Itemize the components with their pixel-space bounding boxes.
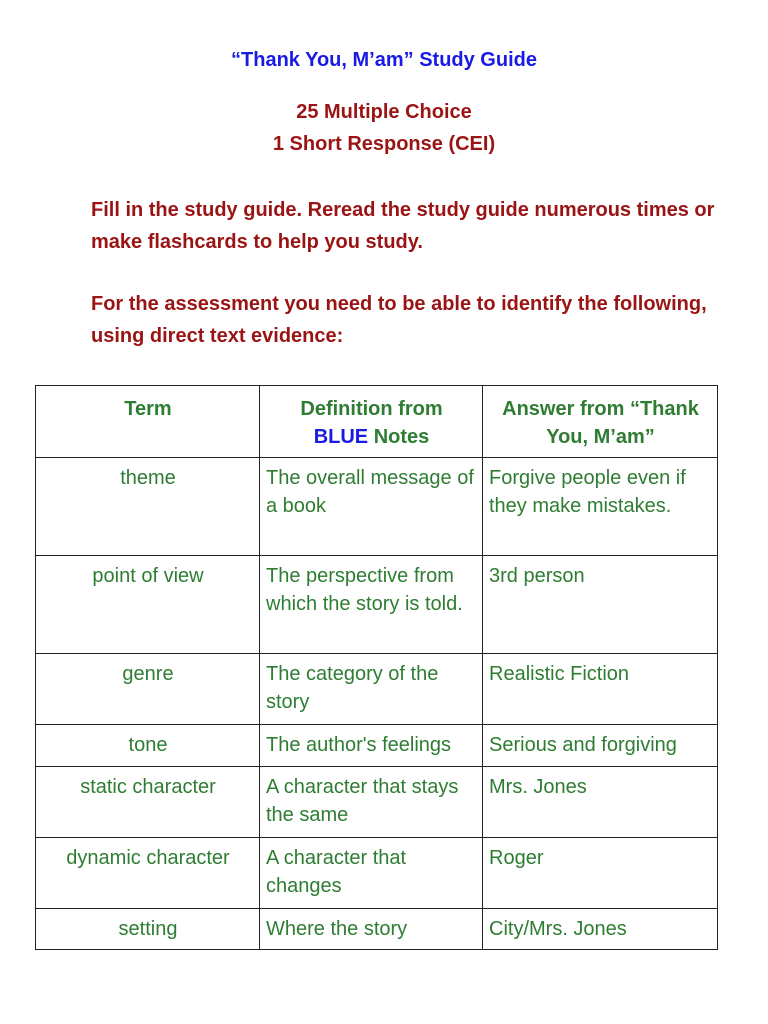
table-header-row <box>36 386 718 458</box>
definition-cell: The author's feelings <box>260 725 483 767</box>
definition-cell: Where the story <box>260 909 483 950</box>
header-definition-suffix: Notes <box>373 426 430 448</box>
term-cell: theme <box>36 458 260 556</box>
answer-cell: Roger <box>483 838 718 909</box>
table-row <box>36 458 718 556</box>
term-cell: tone <box>36 725 260 767</box>
definition-cell: The overall message of a book <box>260 458 483 556</box>
question-count-line: 25 Multiple Choice <box>296 101 472 123</box>
answer-cell: Realistic Fiction <box>483 654 718 725</box>
table-row <box>36 556 718 654</box>
instructions-paragraph: Fill in the study guide. Reread the study guide numerous times or make flashcards to help you study. <box>91 199 715 253</box>
page-title: “Thank You, M’am” Study Guide <box>231 49 537 71</box>
table-row <box>36 909 718 950</box>
answer-cell: City/Mrs. Jones <box>483 909 718 950</box>
header-definition-prefix: Definition from <box>300 398 443 420</box>
header-definition <box>260 386 483 458</box>
term-cell: genre <box>36 654 260 725</box>
term-cell: static character <box>36 767 260 838</box>
table-row <box>36 767 718 838</box>
answer-cell: 3rd person <box>483 556 718 654</box>
table-row <box>36 725 718 767</box>
header-definition-blue: BLUE <box>313 426 369 448</box>
definition-cell: A character that stays the same <box>260 767 483 838</box>
term-cell: point of view <box>36 556 260 654</box>
answer-cell: Serious and forgiving <box>483 725 718 767</box>
table-row <box>36 838 718 909</box>
definition-cell: The category of the story <box>260 654 483 725</box>
table-row <box>36 654 718 725</box>
answer-cell: Mrs. Jones <box>483 767 718 838</box>
study-guide-table <box>35 385 718 950</box>
definition-cell: The perspective from which the story is told. <box>260 556 483 654</box>
header-term: Term <box>36 386 260 458</box>
term-cell: dynamic character <box>36 838 260 909</box>
term-cell: setting <box>36 909 260 950</box>
assessment-paragraph: For the assessment you need to be able to identify the following, using direct text evidence: <box>91 293 707 347</box>
definition-cell: A character that changes <box>260 838 483 909</box>
short-response-line: 1 Short Response (CEI) <box>272 133 496 155</box>
header-answer: Answer from “Thank You, M’am” <box>483 386 718 458</box>
answer-cell: Forgive people even if they make mistakes. <box>483 458 718 556</box>
